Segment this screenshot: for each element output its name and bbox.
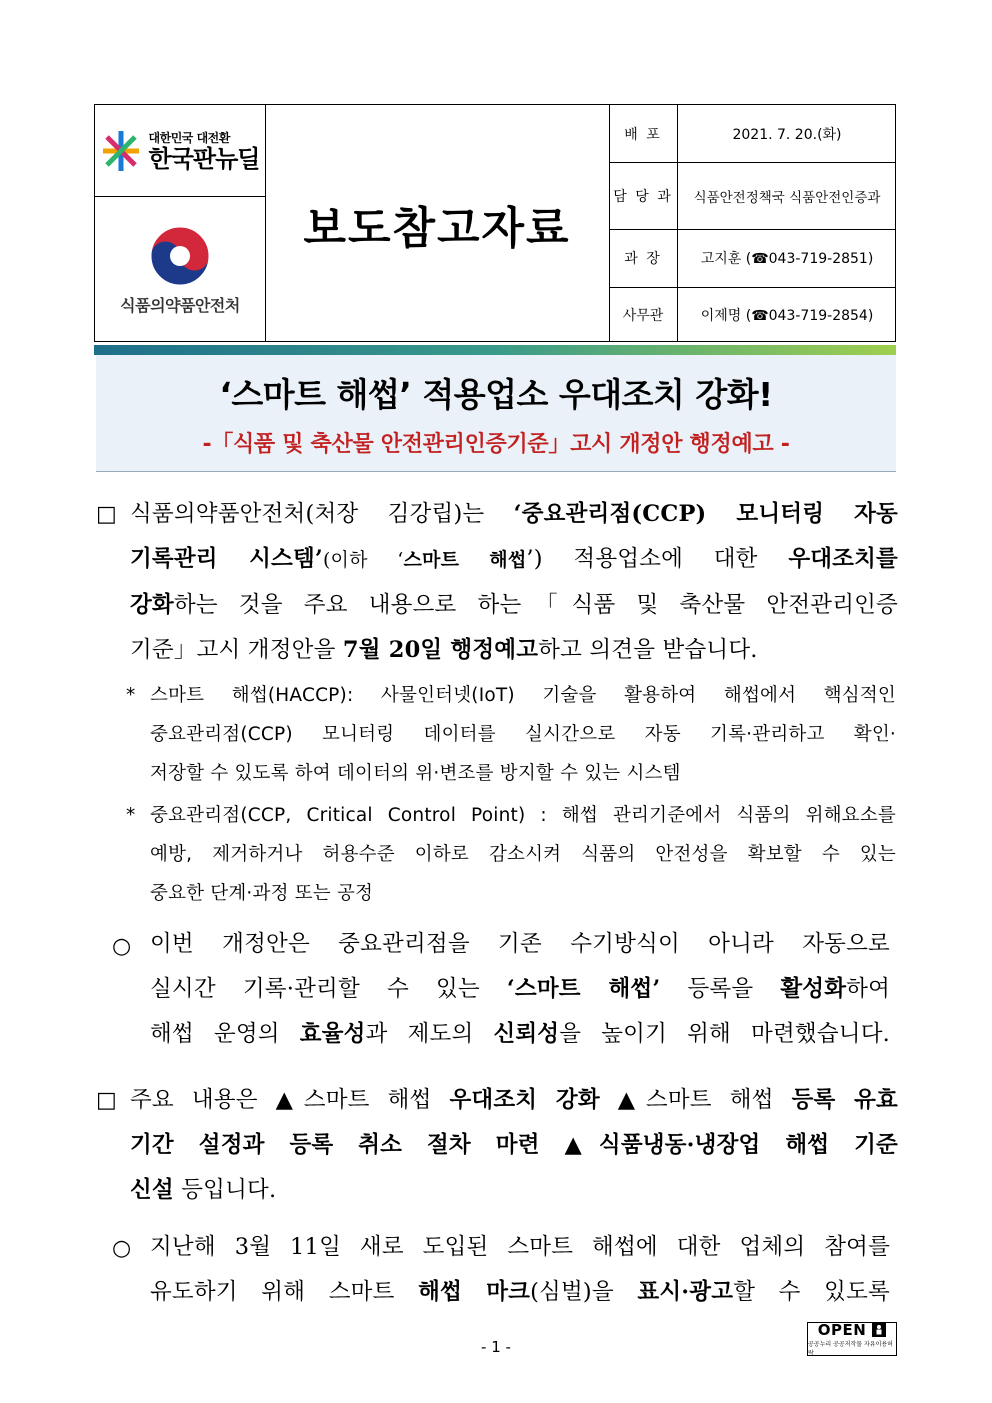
paragraph-main-contents: 주요 내용은 ▲스마트 해썹 우대조치 강화 ▲스마트 해썹 등록 유효 기간 설정과 등록 취소 절차 마련 ▲식품냉동·냉장업 해썹 기준 신설 등입니다. xyxy=(130,1087,898,1203)
attribution-person-icon xyxy=(872,1323,886,1337)
kogl-open-badge xyxy=(807,1322,897,1356)
header-divider-bar xyxy=(94,345,896,355)
circle-bullet: ○ xyxy=(112,934,132,959)
department-value: 식품안전정책국 식품안전인증과 xyxy=(693,189,881,206)
distribution-date: 2021. 7. 20.(화) xyxy=(732,126,842,143)
note-ccp: 중요관리점(CCP, Critical Control Point) : 해썹 관리기준에서 식품의 위해요소를 예방, 제거하거나 허용수준 이하로 감소시켜 식품의 안전성을 확보할 수 있는 중요한 단계·과정 또는 공정 xyxy=(150,805,896,904)
taegeuk-emblem-icon xyxy=(149,225,211,287)
headline-title: ‘스마트 해썹’ 적용업소 우대조치 강화! xyxy=(219,375,773,414)
paragraph-smart-haccp-mark: 지난해 3월 11일 새로 도입된 스마트 해썹에 대한 업체의 참여를 유도하기 위해 스마트 해썹 마크(심벌)을 표시·광고할 수 있도록 xyxy=(150,1234,890,1305)
new-deal-star-icon xyxy=(101,129,141,173)
note-bullet: * xyxy=(126,685,136,706)
department-label: 담 당 과 xyxy=(613,188,673,205)
paragraph-purpose: 이번 개정안은 중요관리점을 기존 수기방식이 아니라 자동으로 실시간 기록·관리할 수 있는 ‘스마트 해썹’ 등록을 활성화하여 해썹 운영의 효율성과 제도의 신뢰성을 높이기 위해 마련했습니다. xyxy=(150,931,891,1047)
korean-new-deal-logo xyxy=(95,105,265,196)
paragraph-intro: 식품의약품안전처(처장 김강립)는 ‘중요관리점(CCP) 모니터링 자동 기록관리 시스템’(이하 ‘스마트 해썹’) 적용업소에 대한 우대조치를 강화하는 것을 주요 내용으로 하는「식품 및 축산물 안전관리인증 기준」고시 개정안을 7월 20일 행정예고하고 의견을 받습니다. xyxy=(130,501,898,663)
headline-banner xyxy=(96,355,896,472)
distribution-label: 배 포 xyxy=(624,126,662,143)
open-label: OPEN xyxy=(817,1321,867,1339)
note-smart-haccp: 스마트 해썹(HACCP): 사물인터넷(IoT) 기술을 활용하여 해썹에서 핵심적인 중요관리점(CCP) 모니터링 데이터를 실시간으로 자동 기록·관리하고 확인· 저장할 수 있도록 하여 데이터의 위·변조를 방지할 수 있는 시스템 xyxy=(150,685,896,784)
mfds-logo xyxy=(95,197,265,343)
open-sublabel: 공공누리 공공저작물 자유이용허락 xyxy=(808,1341,893,1357)
officer-contact: 이제명 (☎043-719-2854) xyxy=(700,308,874,324)
headline-subtitle: -「식품 및 축산물 안전관리인증기준」고시 개정안 행정예고 - xyxy=(202,432,790,457)
director-contact: 고지훈 (☎043-719-2851) xyxy=(700,251,874,267)
square-bullet: □ xyxy=(96,502,117,527)
new-deal-tagline: 대한민국 대전환 xyxy=(148,131,230,145)
square-bullet: □ xyxy=(96,1088,117,1113)
note-bullet: * xyxy=(126,805,136,826)
mfds-name: 식품의약품안전처 xyxy=(120,295,240,315)
circle-bullet: ○ xyxy=(112,1236,132,1261)
director-label: 과 장 xyxy=(624,251,662,267)
page-number: - 1 - xyxy=(481,1338,511,1356)
document-type-title: 보도참고자료 xyxy=(303,203,571,254)
new-deal-name: 한국판뉴딜 xyxy=(148,145,260,173)
officer-label: 사무관 xyxy=(622,308,664,324)
header-table xyxy=(94,104,896,342)
